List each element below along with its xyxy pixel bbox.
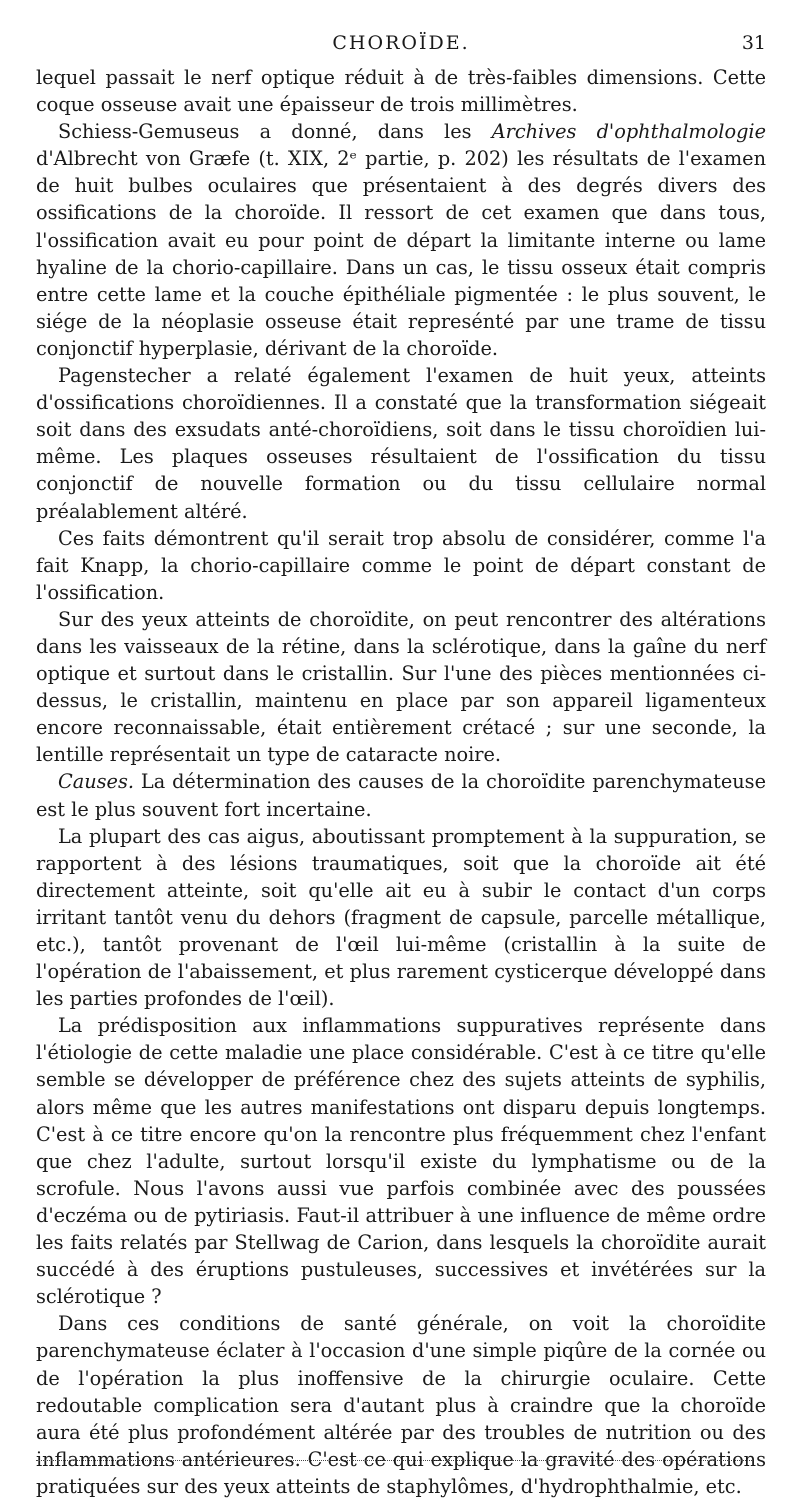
page-header bbox=[36, 30, 766, 60]
journal-title: Archives d'ophthalmologie bbox=[491, 120, 766, 144]
paragraph-7: La plupart des cas aigus, aboutissant promptement à la suppuration, se rapportent à des lésions traumatiques, soit que la choroïde ait été directement atteinte, soit qu'elle ait eu à subir le contact d'un corps irritant tantôt venu du dehors (fragment de capsule, parcelle métallique, etc.), tantôt provenant de l'œil lui-même (cristallin à la suite de l'opération de l'abaissement, et plus rarement cysticerque développé dans les parties profondes de l'œil). bbox=[36, 824, 766, 1011]
running-title: CHOROÏDE. bbox=[332, 32, 470, 54]
paragraph-2-end: d'Albrecht von Græfe (t. XIX, 2ᵉ partie, p. 202) les résultats de l'examen de huit bulbes oculaires que présentaient à des degrés divers des ossifications de la choroïde. Il ressort de cet examen que dans tous, l'ossification avait eu pour point de départ la limitante interne ou lame hyaline de la chorio-capillaire. Dans un cas, le tissu osseux était compris entre cette lame et la couche épithéliale pigmentée : le plus souvent, le siége de la néoplasie osseuse était represénté par une trame de tissu conjonctif hyperplasie, dérivant de la choroïde. bbox=[36, 147, 766, 360]
section-label-causes: Causes. bbox=[58, 770, 134, 794]
paragraph-8: La prédisposition aux inflammations suppuratives représente dans l'étiologie de cette maladie une place considérable. C'est à ce titre qu'elle semble se développer de préférence chez des sujets atteints de syphilis, alors même que les autres manifestations ont disparu depuis longtemps. C'est à ce titre encore qu'on la rencontre plus fréquemment chez l'enfant que chez l'adulte, surtout lorsqu'il existe du lymphatisme ou de la scrofule. Nous l'avons aussi vue parfois combinée avec des poussées d'eczéma ou de pytiriasis. Faut-il attribuer à une influence de même ordre les faits relatés par Stellwag de Carion, dans lesquels la choroïdite aurait succédé à des éruptions pustuleuses, successives et invétérées sur la sclérotique ? bbox=[36, 1014, 766, 1309]
text-body bbox=[36, 64, 766, 1500]
paragraph-3: Pagenstecher a relaté également l'examen de huit yeux, atteints d'ossifications choroïdiennes. Il a constaté que la transformation siégeait soit dans des exsudats anté-choroïdiens, soit dans le tissu choroïdien lui-même. Les plaques osseuses résultaient de l'ossification du tissu conjonctif de nouvelle formation ou du tissu cellulaire normal préalablement altéré. bbox=[36, 364, 766, 523]
paragraph-6 bbox=[36, 768, 766, 822]
paragraph-2 bbox=[36, 118, 766, 362]
footer-dotted-rule bbox=[36, 1460, 752, 1461]
page-number: 31 bbox=[741, 32, 766, 54]
paragraph-9: Dans ces conditions de santé générale, on voit la choroïdite parenchymateuse éclater à l'occasion d'une simple piqûre de la cornée ou de l'opération la plus inoffensive de la chirurgie oculaire. Cette redoutable complication sera d'autant plus à craindre que la choroïde aura été plus profondément altérée par des troubles de nutrition ou des inflammations antérieures. C'est ce qui explique la gravité des opérations pratiquées sur des yeux atteints de staphylômes, d'hydrophthalmie, etc. bbox=[36, 1312, 766, 1498]
paragraph-1: lequel passait le nerf optique réduit à de très-faibles dimensions. Cette coque osseuse avait une épaisseur de trois millimètres. bbox=[36, 66, 766, 117]
paragraph-5: Sur des yeux atteints de choroïdite, on peut rencontrer des altérations dans les vaisseaux de la rétine, dans la sclérotique, dans la gaîne du nerf optique et surtout dans le cristallin. Sur l'une des pièces mentionnées ci-dessus, le cristallin, maintenu en place par son appareil ligamenteux encore reconnaissable, était entièrement crétacé ; sur une seconde, la lentille représentait un type de cataracte noire. bbox=[36, 607, 766, 767]
paragraph-2-start: Schiess-Gemuseus a donné, dans les bbox=[58, 120, 492, 144]
paragraph-6-text: La détermination des causes de la choroïdite parenchymateuse est le plus souvent fort incertaine. bbox=[36, 770, 766, 821]
paragraph-4: Ces faits démontrent qu'il serait trop absolu de considérer, comme l'a fait Knapp, la chorio-capillaire comme le point de départ constant de l'ossification. bbox=[36, 526, 766, 604]
